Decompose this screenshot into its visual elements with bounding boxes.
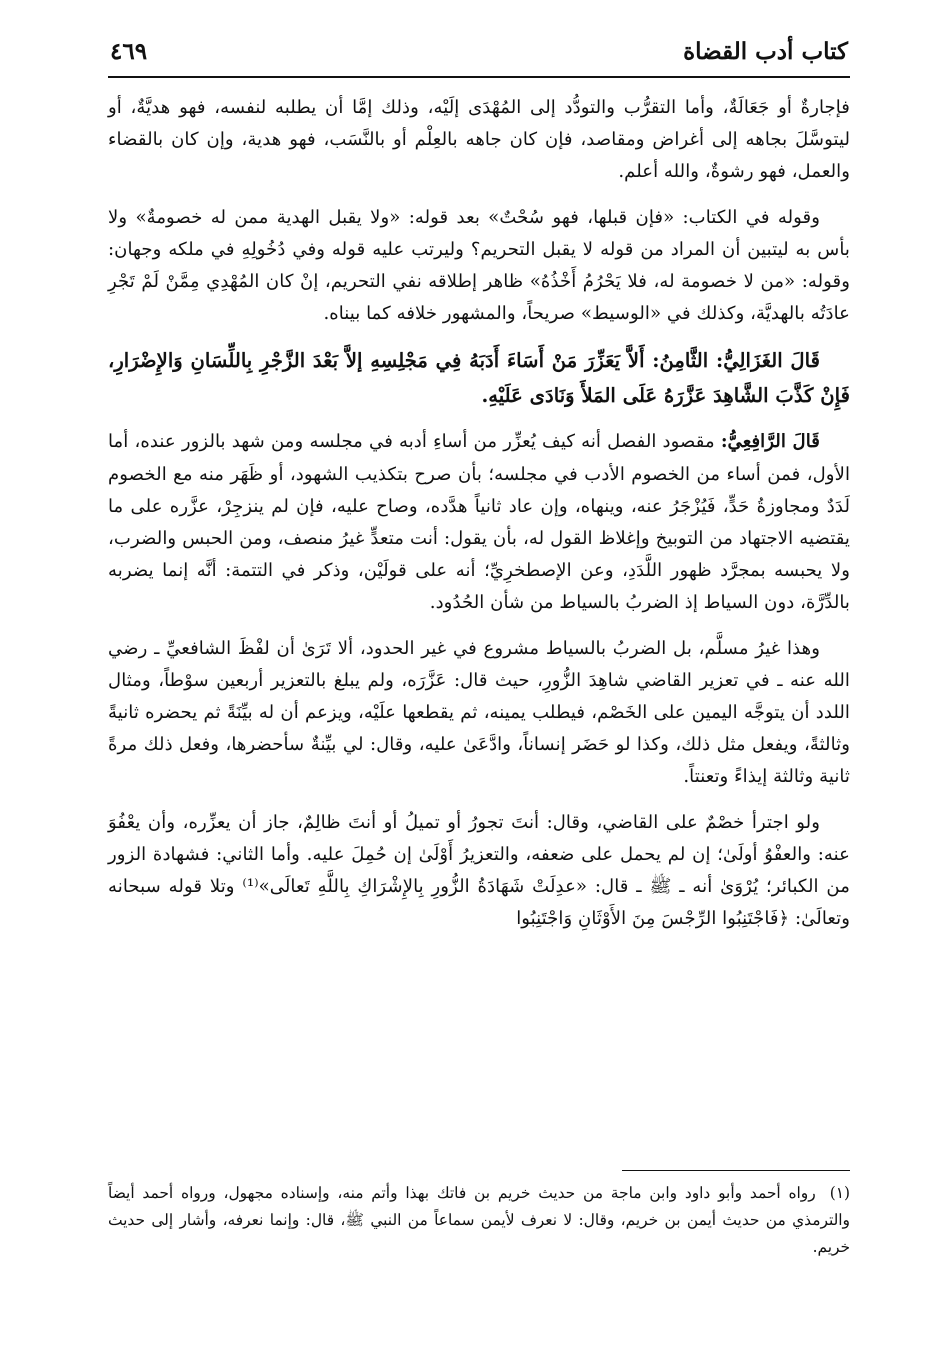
footnote-number: (١) bbox=[829, 1184, 850, 1202]
ghazali-matn-paragraph bbox=[108, 343, 850, 413]
paragraph-1: فإجارةٌ أو جَعَالَةٌ، وأما التقرُّب والتودُّد إلى المُهْدَى إلَيْه، وذلك إمَّا أن يطلبه لنفسه، فهو هديَّةٌ، أو ليتوسَّلَ بجاهه إلى أغراض ومقاصد، فإن كان جاهه بالعِلْم أو بالنَّسَب، فهو هدية، وإن كان بالقضاء والعمل، فهو رشوةٌ، والله أعلم. bbox=[108, 97, 850, 183]
page-number: ٤٦٩ bbox=[110, 38, 148, 65]
paragraph-6: ولو اجترأ خصْمٌ على القاضي، وقال: أنتَ تجورُ أو تميلُ أو أنتَ ظالِمٌ، جاز أن يعزِّره، وأن يعْفُوَ عنه: والعفْوُ أولَىٰ؛ إن لم يحمل على ضعفه، والتعزيرُ أَوْلَىٰ إن حُمِلَ عليه. وأما الثاني: فشهادة الزور من الكبائر؛ يُرْوَىٰ أنه ـ ﷺ ـ قال: «عدِلَتْ شَهَادَةُ الزُّورِ بِالإِشْرَاكِ بِاللَّهِ تَعالَى»⁽¹⁾ وتلا قوله سبحانه وتعالَىٰ: ﴿فَاجْتَنِبُوا الرِّجْسَ مِنَ الأَوْثَانِ وَاجْتَنِبُوا bbox=[108, 811, 850, 930]
footnotes bbox=[108, 1180, 850, 1274]
paragraph-2: وقوله في الكتاب: «فإن قبلها، فهو سُحْتٌ» بعد قوله: «ولا يقبل الهدية ممن له خصومةٌ» ولا بأس به ليتبين أن المراد من قوله لا يقبل التحريم؟ وليرتب عليه قوله وفي دُخُولِهِ في ملكه وجهان: وقوله: «من لا خصومة له، فلا يَحْرُمُ أَخْذُهُ» ظاهر إطلاقه نفي التحريم، إنْ كان المُهْدِي مِمَّنْ لَمْ تَجْرِ عادَتُه بالهديَّة، وكذلك في «الوسيط» صريحاً، والمشهور خلافه كما بيناه. bbox=[108, 206, 850, 325]
speaker-label: قَالَ الرَّافِعِيُّ: bbox=[720, 431, 820, 453]
running-title: كتاب أدب القضاة bbox=[683, 38, 848, 65]
speaker-label: قَالَ الغَزَالِيُّ: bbox=[715, 349, 820, 373]
matn-text: الثَّامِنُ: أَلاَّ يَعَزِّرَ مَنْ أَسَاءَ أَدَبَهُ فِي مَجْلِسِهِ إلاَّ بَعْدَ الزَّجْرِ بِاللِّسَانِ وَالإِضْرَارِ، فَإِنْ كَذَّبَ الشَّاهِدَ عَزَّرَهُ عَلَى المَلأَ وَنَادَى عَلَيْهِ. bbox=[108, 349, 850, 408]
page-header bbox=[108, 36, 850, 78]
rafii-commentary-paragraph bbox=[108, 426, 850, 619]
footnote-text: رواه أحمد وأبو داود وابن ماجة من حديث خريم بن فاتك بهذا وأتم منه، وإسناده مجهول، ورواه أحمد أيضاً والترمذي من حديث أيمن بن خريم، وقال: لا نعرف لأيمن سماعاً من النبي ﷺ، قال: وإنما نعرفه، وأشار إلى حديث خريم. bbox=[108, 1184, 850, 1256]
footnote-1 bbox=[108, 1180, 850, 1261]
commentary-text: مقصود الفصل أنه كيف يُعزِّر من أساءِ أدبه في مجلسه ومن شهد بالزور عنده، أما الأول، فمن أساء من الخصوم الأدب في مجلسه؛ بأن صرح بتكذيب الشهود، أو ظَهَر منه مع الخصوم لَدَدٌ ومجاوزةُ حَدٍّ، فَيُزْجَرُ عنه، وينهاه، وإن عاد ثانياً هدَّده، وصاح عليه، فإن لم ينزجِرْ، عزَّره على ما يقتضيه الاجتهاد من التوبيخ وإغلاظ القول له، بأن يقول: أنت متعدٍّ غيرُ منصف، ومن الحبس والضرب، ولا يحبسه بمجرَّد ظهور اللَّدَدِ، وعن الإصطخرِيِّ؛ أنه على قولَيْن، وذكر في التتمة: أنَّه إنما يضربه بالدِّرَّة، دون السياط إذ الضربُ بالسياط من شأن الحُدُود. bbox=[108, 431, 850, 614]
paragraph-5: وهذا غيرُ مسلَّم، بل الضربُ بالسياط مشروع في غير الحدود، ألا تَرَىٰ أن لفْظَ الشافعيِّ ـ رضي الله عنه ـ في تعزير القاضي شاهِدَ الزُّورِ، حيث قال: عَزَّرَه، ولم يبلغ بالتعزير أربعين سوْطاً، ومثال اللدد أن يتوجَّه اليمين على الخَصْم، فيطلب يمينه، ثم يقطعها علَيْه، ويزعم أن له بيِّنَةً ثم يحضره ثانيةً وثالثةً، ويفعل مثل ذلك، وكذا لو حَضَر إنساناً، وادَّعَىٰ عليه، وقال: لي بيِّنةٌ سأحضرها، وفعل ذلك مرةً ثانية وثالثة إيذاءً وتعنتاً. bbox=[108, 637, 850, 788]
main-text bbox=[108, 92, 850, 948]
footnote-divider bbox=[622, 1170, 850, 1171]
